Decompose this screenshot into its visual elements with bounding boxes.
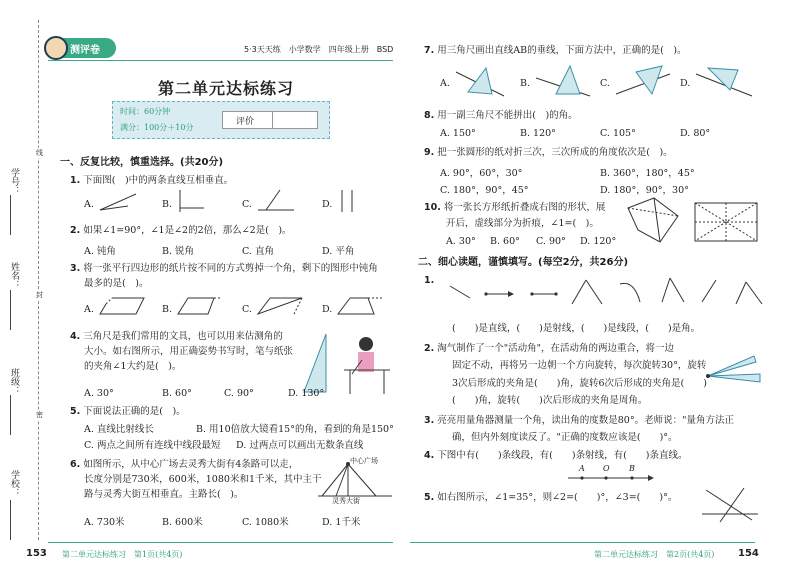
q8-text: 用一副三角尺不能拼出( )的角。: [437, 110, 578, 121]
q2-option-a[interactable]: A. 钝角: [84, 246, 116, 257]
school-label: 学校：: [9, 470, 19, 497]
q13-text-2: 确，但内外刻度读反了。"正确的度数应该是( )°。: [452, 432, 678, 443]
q7-text: 用三角尺画出直线AB的垂线，下面方法中，正确的是( )。: [437, 45, 687, 56]
badge-label: 测评卷: [70, 45, 100, 56]
mascot-icon: [44, 36, 68, 60]
q2-option-d[interactable]: D. 平角: [322, 246, 355, 257]
section-1-title: 一、反复比较，慎重选择。(共20分): [60, 157, 224, 168]
q7-option-b[interactable]: B.: [520, 78, 531, 89]
q15-text: 如右图所示，∠1=35°，则∠2=( )°，∠3=( )°。: [437, 492, 678, 503]
id-label: 学号：: [9, 168, 19, 195]
q4-text-3: 的夹角∠1大约是( )。: [84, 361, 182, 372]
right-page-number: 154: [738, 548, 759, 559]
eval-label: 评价: [236, 117, 255, 127]
binding-margin: [0, 0, 55, 575]
page-title: 第二单元达标练习: [158, 79, 295, 98]
q14-text: 下图中有( )条线段，有( )条射线，有( )条直线。: [437, 450, 688, 461]
q6-text-2: 长度分别是730米，600米，1080米和1千米，其中主干: [84, 474, 322, 485]
q5-option-c[interactable]: C. 两点之间所有连线中线段最短: [84, 440, 221, 451]
q6-label-center-square: 中心广场: [350, 457, 378, 465]
q14-point-a: A: [579, 464, 585, 473]
q3-option-d[interactable]: D.: [322, 304, 333, 315]
q8-option-a[interactable]: A. 150°: [440, 128, 476, 139]
series-label: 5·3天天练 小学数学 四年级上册 BSD: [244, 45, 394, 54]
q4-text-1: 三角尺是我们常用的文具，也可以用来估测角的: [83, 331, 283, 342]
q12-text-4: ( )角，旋转( )次后形成的夹角是周角。: [452, 395, 648, 406]
q13-text-1: 亮亮用量角器测量一个角，读出角的度数是80°。老师说："量角方法正: [437, 415, 734, 426]
q4-option-a[interactable]: A. 30°: [84, 388, 114, 399]
q5-option-b[interactable]: B. 用10倍放大镜看15°的角，看到的角是150°: [196, 424, 394, 435]
class-label: 班级：: [9, 368, 19, 395]
q10-option-a[interactable]: A. 30°: [446, 236, 476, 247]
q3-option-c[interactable]: C.: [242, 304, 252, 315]
q6-label-street: 灵秀大街: [332, 497, 360, 505]
q12-text-2: 固定不动，再将另一边朝一个方向旋转，每次旋转30°，旋转: [452, 360, 707, 371]
q5-option-d[interactable]: D. 过两点可以画出无数条直线: [236, 440, 364, 451]
q6-option-d[interactable]: D. 1千米: [322, 517, 361, 528]
q10-text-2: 开后，虚线部分为折痕，∠1=( )。: [446, 218, 599, 229]
seal-char-2: 封: [36, 291, 43, 299]
q6-option-a[interactable]: A. 730米: [84, 517, 125, 528]
q1-option-a[interactable]: A.: [84, 199, 94, 210]
q12-activity-angle: [704, 346, 764, 386]
q7-option-d[interactable]: D.: [680, 78, 691, 89]
q9-option-b[interactable]: B. 360°，180°，45°: [600, 168, 695, 179]
q1-option-c[interactable]: C.: [242, 199, 252, 210]
q6-option-c[interactable]: C. 1080米: [242, 517, 289, 528]
section-2-title: 二、细心读题，谨慎填写。(每空2分，共26分): [418, 257, 629, 268]
q14-point-o: O: [603, 464, 610, 473]
q2-option-c[interactable]: C. 直角: [242, 246, 274, 257]
seal-char-3: 线: [36, 149, 43, 157]
q15-angle-figure: [700, 484, 760, 524]
q12-text-1: 淘气制作了一个"活动角"，在活动角的两边重合，将一边: [437, 343, 675, 354]
q10-option-d[interactable]: D. 120°: [580, 236, 617, 247]
q9-option-c[interactable]: C. 180°，90°，45°: [440, 185, 529, 196]
q2-text: 如果∠1=90°，∠1是∠2的2倍，那么∠2是( )。: [83, 225, 292, 236]
q10-text-1: 将一张长方形纸折叠成右图的形状，展: [443, 202, 606, 213]
q3-option-b[interactable]: B.: [162, 304, 173, 315]
q4-text-2: 大小。如右图所示，用正确姿势书写时，笔与纸张: [84, 346, 294, 357]
q9-option-a[interactable]: A. 90°，60°，30°: [440, 168, 523, 179]
q6-text-1: 如图所示，从中心广场去灵秀大街有4条路可以走，: [83, 459, 299, 470]
q3-option-a[interactable]: A.: [84, 304, 94, 315]
name-label: 姓名：: [9, 262, 19, 289]
q10-option-b[interactable]: B. 60°: [490, 236, 520, 247]
q1-option-d[interactable]: D.: [322, 199, 333, 210]
q4-option-b[interactable]: B. 60°: [162, 388, 192, 399]
right-footer-text: 第二单元达标练习 第2页(共4页): [594, 550, 715, 559]
q7-option-a[interactable]: A.: [440, 78, 450, 89]
q9-text: 把一张圆形的纸对折三次，三次所成的角度依次是( )。: [437, 147, 673, 158]
q10-unfolded-paper: [694, 202, 758, 242]
q11-figures: [446, 274, 766, 308]
score-info: 满分：100分＋10分: [120, 123, 194, 132]
seal-char-1: 密: [36, 411, 43, 419]
q12-text-3: 3次后形成的夹角是( )角，旋转6次后形成的夹角是( ): [452, 378, 707, 389]
q5-text: 下面说法正确的是( )。: [83, 406, 186, 417]
q9-option-d[interactable]: D. 180°，90°，30°: [600, 185, 689, 196]
q4-option-c[interactable]: C. 90°: [224, 388, 254, 399]
q6-option-b[interactable]: B. 600米: [162, 517, 203, 528]
q4-triangle-ruler-illustration: [300, 330, 392, 396]
q8-option-d[interactable]: D. 80°: [680, 128, 711, 139]
q4-option-d[interactable]: D. 130°: [288, 388, 325, 399]
q3-text-1: 将一张平行四边形的纸片按不同的方式剪掉一个角，剩下的图形中钝角: [83, 263, 378, 274]
q3-text-2: 最多的是( )。: [84, 278, 149, 289]
q5-option-a[interactable]: A. 直线比射线长: [84, 424, 154, 435]
q10-option-c[interactable]: C. 90°: [536, 236, 566, 247]
left-footer-text: 第二单元达标练习 第1页(共4页): [62, 550, 183, 559]
q1-text: 下面图( )中的两条直线互相垂直。: [83, 175, 234, 186]
left-page-number: 153: [26, 548, 47, 559]
q10-folded-paper: [624, 196, 682, 244]
q1-option-b[interactable]: B.: [162, 199, 173, 210]
q11-text: ( )是直线，( )是射线，( )是线段，( )是角。: [452, 323, 701, 334]
q14-point-b: B: [629, 464, 635, 473]
q2-option-b[interactable]: B. 锐角: [162, 246, 195, 257]
q8-option-b[interactable]: B. 120°: [520, 128, 556, 139]
q6-text-3: 路与灵秀大街互相垂直。主路长( )。: [84, 489, 244, 500]
q7-option-c[interactable]: C.: [600, 78, 610, 89]
q8-option-c[interactable]: C. 105°: [600, 128, 636, 139]
time-info: 时间：60分钟: [120, 107, 171, 116]
